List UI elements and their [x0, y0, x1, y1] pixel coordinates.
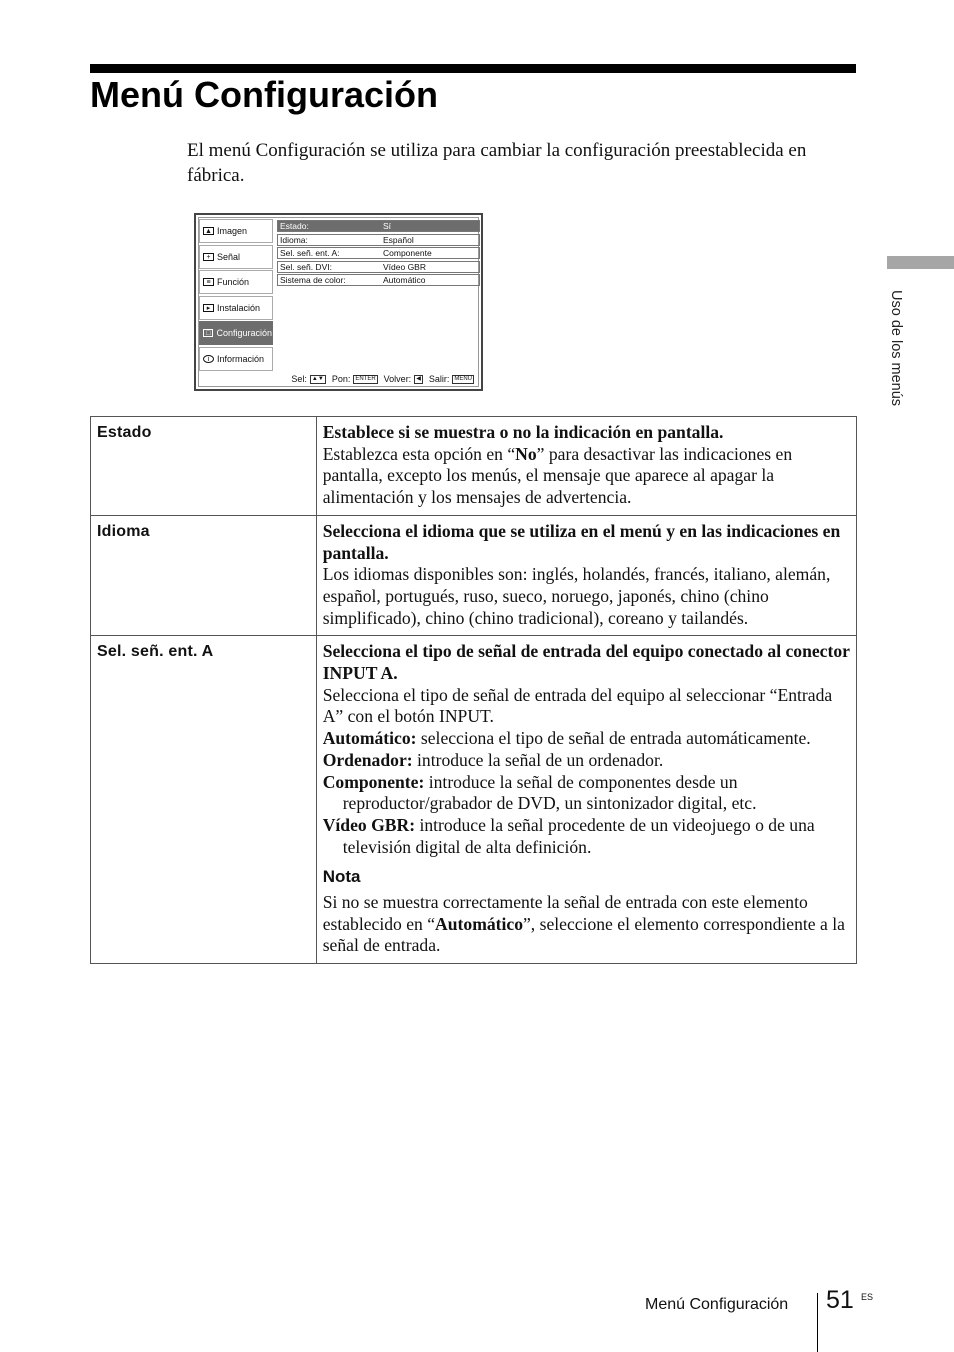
page-number: 51 — [826, 1286, 854, 1314]
page-title: Menú Configuración — [90, 74, 438, 115]
arrow-left-icon: ◀ — [416, 375, 421, 382]
osd-row-idioma: Idioma: Español — [277, 234, 480, 246]
info-icon: i — [203, 355, 214, 363]
footer-divider — [817, 1293, 818, 1352]
language-code: ES — [861, 1292, 874, 1302]
osd-tab-imagen: ▲ Imagen — [199, 219, 273, 243]
footer-section-name: Menú Configuración — [645, 1296, 789, 1313]
table-row — [91, 417, 857, 516]
osd-menu-screenshot — [194, 213, 483, 391]
installation-icon: ▸ — [203, 304, 214, 312]
option-ordenador: Ordenador: introduce la señal de un ordenador. — [322, 749, 664, 770]
option-componente: Componente: introduce la señal de componentes desde un reproductor/grabador de DVD, un sintonizador digital, etc. — [322, 771, 757, 814]
chapter-tab-marker — [887, 256, 954, 269]
osd-row-estado: Estado: Sí — [277, 220, 480, 232]
osd-setting-rows — [277, 220, 480, 288]
setting-desc-estado: Establece si se muestra o no la indicación en pantalla. Establezca esta opción en “No” para desactivar las indicaciones en pantalla, excepto los menús, el mensaje que aparece al apagar la alimentación y los mensajes de advertencia. — [316, 417, 856, 516]
osd-footer: Sel: ▲▼ Pon: ENTER Volver: ◀ Salir: MENU — [291, 374, 472, 384]
menu-key: MENU — [454, 375, 472, 382]
setting-name-idioma: Idioma — [91, 515, 317, 636]
option-video-gbr: Vídeo GBR: introduce la señal procedente de un videojuego o de una televisión digital de alta definición. — [322, 814, 815, 857]
table-row — [91, 515, 857, 636]
osd-tab-list — [199, 219, 273, 373]
note-heading: Nota — [322, 867, 361, 887]
setting-name-sel-sen: Sel. señ. ent. A — [91, 636, 317, 964]
setting-name-estado: Estado — [91, 417, 317, 516]
note-text: Si no se muestra correctamente la señal de entrada con este elemento establecido en “Automático”, seleccione el elemento correspondiente a la señal de entrada. — [322, 892, 845, 956]
osd-tab-senal: + Señal — [199, 245, 273, 269]
osd-tab-configuracion: □ Configuración — [199, 321, 273, 345]
intro-paragraph: El menú Configuración se utiliza para cambiar la configuración preestablecida en fábrica. — [187, 140, 807, 186]
image-icon: ▲ — [203, 227, 214, 235]
table-row — [91, 636, 857, 964]
osd-row-sistema-color: Sistema de color: Automático — [277, 274, 480, 286]
osd-row-sel-sen-a: Sel. señ. ent. A: Componente — [277, 247, 480, 259]
osd-row-sel-sen-dvi: Sel. señ. DVI: Vídeo GBR — [277, 261, 480, 273]
enter-key: ENTER — [355, 375, 376, 382]
arrow-up-down-icon: ▲▼ — [311, 375, 324, 382]
osd-tab-funcion: ≡ Función — [199, 270, 273, 294]
signal-icon: + — [203, 253, 214, 261]
option-automatico: Automático: selecciona el tipo de señal de entrada automáticamente. — [322, 728, 811, 749]
settings-table — [90, 416, 857, 964]
setting-desc-idioma: Selecciona el idioma que se utiliza en el menú y en las indicaciones en pantalla. Los idiomas disponibles son: inglés, holandés, francés, italiano, alemán, español, portugués, ruso, sueco, noruego, japonés, chino (chino simplificado), chino (chino tradicional), coreano y tailandés. — [316, 515, 856, 636]
function-icon: ≡ — [203, 278, 214, 286]
osd-tab-informacion: i Información — [199, 347, 273, 371]
setting-desc-sel-sen: Selecciona el tipo de señal de entrada del equipo conectado al conector INPUT A. Selecciona el tipo de señal de entrada del equipo al seleccionar “Entrada A” con el botón INPUT. Automático: selecciona el tipo de señal de entrada automáticamente. Ordenador: introduce la señal de un ordenador. Componente: introduce la señal de componentes desde un reproductor/grabador de DVD, un sintonizador digital, etc. Vídeo GBR: introduce la señal procedente de un videojuego o de una televisión digital de alta definición. Nota Si no se muestra correctamente la señal de entrada con este elemento establecido en “Automático”, seleccione el elemento correspondiente a la señal de entrada. — [316, 636, 856, 964]
chapter-side-label: Uso de los menús — [888, 290, 904, 407]
osd-tab-instalacion: ▸ Instalación — [199, 296, 273, 320]
setup-icon: □ — [203, 329, 213, 337]
